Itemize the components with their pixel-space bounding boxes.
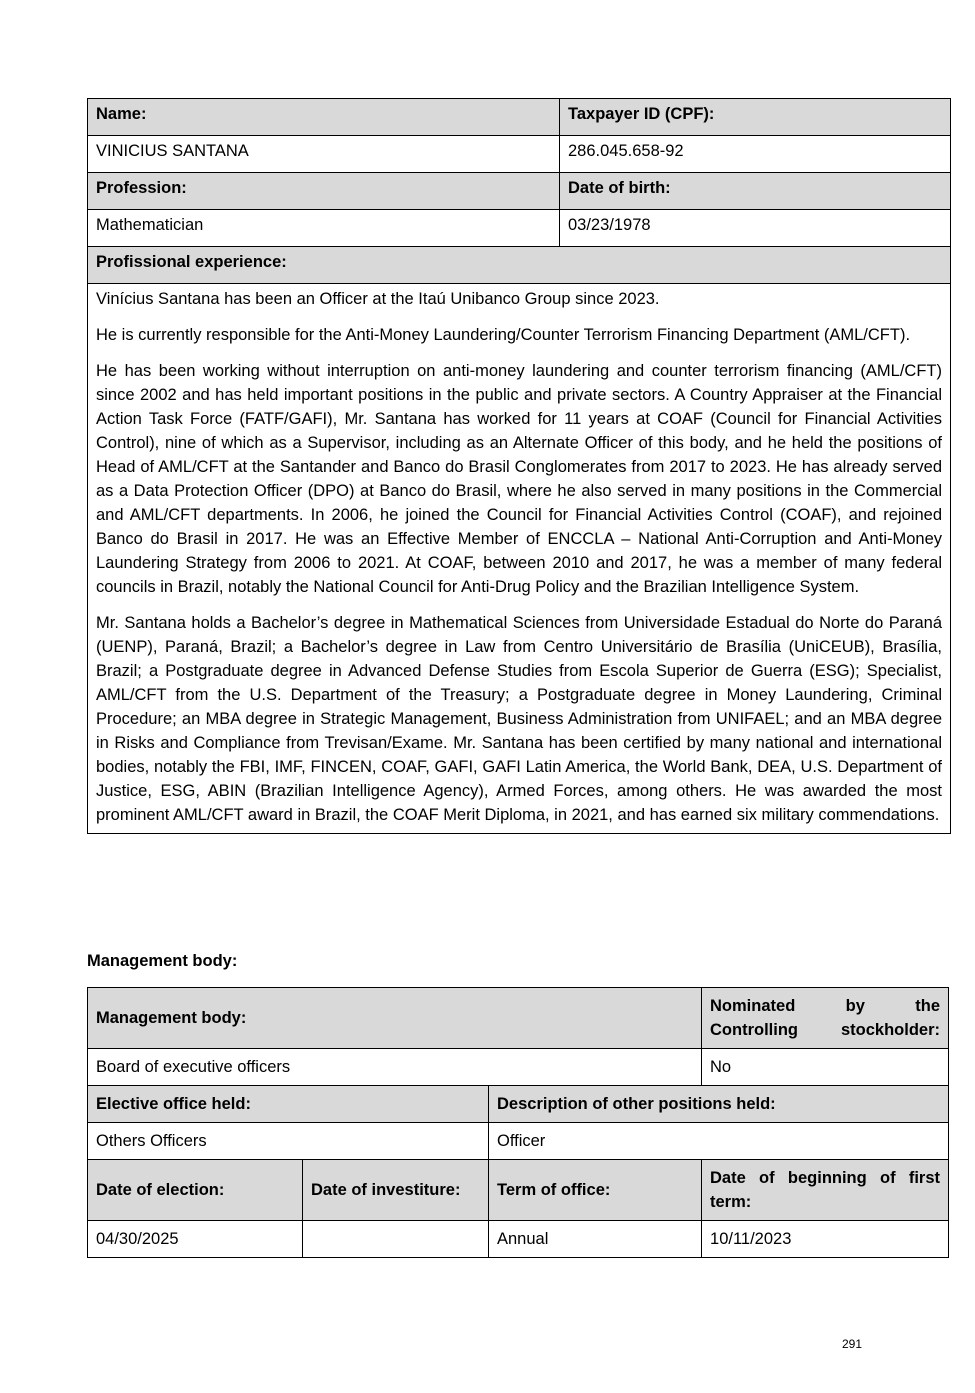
other-positions-value: Officer — [489, 1123, 949, 1160]
investiture-date-value — [303, 1221, 489, 1258]
name-value: VINICIUS SANTANA — [88, 136, 560, 173]
management-body-value: Board of executive officers — [88, 1049, 702, 1086]
management-table — [87, 987, 949, 1258]
other-positions-label: Description of other positions held: — [489, 1086, 949, 1123]
experience-paragraph: Mr. Santana holds a Bachelor’s degree in Mathematical Sciences from Universidade Estadual do Norte do Paraná (UENP), Paraná, Brazil; a Bachelor’s degree in Law from Centro Universitário de Brasília (UniCEUB), Brasília, Brazil; a Postgraduate degree in Advanced Defense Studies from Escola Superior de Guerra (ESG); Specialist, AML/CFT from the U.S. Department of the Treasury; a Postgraduate degree in Money Laundering, Criminal Procedure; an MBA degree in Strategic Management, Business Administration from UNIFAEL; and an MBA degree in Risks and Compliance from Trevisan/Exame. Mr. Santana has been certified by many national and international bodies, notably the FBI, IMF, FINCEN, COAF, GAFI, GAFI Latin America, the World Bank, DEA, U.S. Department of Justice, ESG, ABIN (Brazilian Intelligence Agency), Armed Forces, among others. He was awarded the most prominent AML/CFT award in Brazil, the COAF Merit Diploma, in 2021, and has earned six military commendations. — [96, 614, 942, 824]
experience-paragraph: He has been working without interruption on anti-money laundering and counter terrorism financing (AML/CFT) since 2002 and has held important positions in the public and private sectors. A Country Appraiser at the Financial Action Task Force (FATF/GAFI), Mr. Santana has worked for 11 years at COAF (Council for Financial Activities Control), nine of which as a Supervisor, including as an Alternate Officer of this body, and he held the positions of Head of AML/CFT at the Santander and Banco do Brasil Conglomerates from 2017 to 2023. He has already served as a Data Protection Officer (DPO) at Banco do Brasil, where he also served in many positions in the Commercial and AML/CFT departments. In 2006, he joined the Council for Financial Activities Control (COAF), and rejoined Banco do Brasil in 2017. He was an Effective Member of ENCCLA – National Anti-Corruption and Anti-Money Laundering Strategy from 2006 to 2021. At COAF, between 2010 and 2017, he was a member of many federal councils in Brazil, notably the National Council for Anti-Drug Policy and the Brazilian Intelligence System. — [96, 362, 942, 596]
management-body-label: Management body: — [88, 988, 702, 1049]
name-label: Name: — [88, 99, 560, 136]
experience-paragraph: He is currently responsible for the Anti-Money Laundering/Counter Terrorism Financing Department (AML/CFT). — [96, 326, 911, 344]
election-date-label: Date of election: — [88, 1160, 303, 1221]
elective-office-label: Elective office held: — [88, 1086, 489, 1123]
term-label: Term of office: — [489, 1160, 702, 1221]
cpf-value: 286.045.658-92 — [560, 136, 951, 173]
profession-label: Profession: — [88, 173, 560, 210]
section-title: Management body: — [87, 952, 238, 970]
dob-label: Date of birth: — [560, 173, 951, 210]
experience-label: Profissional experience: — [88, 247, 951, 284]
nominated-value: No — [702, 1049, 949, 1086]
dob-value: 03/23/1978 — [560, 210, 951, 247]
elective-office-value: Others Officers — [88, 1123, 489, 1160]
first-term-label: Date of beginning of first term: — [702, 1160, 949, 1221]
cpf-label: Taxpayer ID (CPF): — [560, 99, 951, 136]
term-value: Annual — [489, 1221, 702, 1258]
nominated-label: Nominated by the Controlling stockholder: — [702, 988, 949, 1049]
personal-info-table — [87, 98, 951, 834]
experience-paragraph: Vinícius Santana has been an Officer at the Itaú Unibanco Group since 2023. — [96, 290, 660, 308]
election-date-value: 04/30/2025 — [88, 1221, 303, 1258]
first-term-value: 10/11/2023 — [702, 1221, 949, 1258]
profession-value: Mathematician — [88, 210, 560, 247]
page-number: 291 — [842, 1337, 863, 1351]
experience-text — [88, 284, 951, 834]
investiture-date-label: Date of investiture: — [303, 1160, 489, 1221]
